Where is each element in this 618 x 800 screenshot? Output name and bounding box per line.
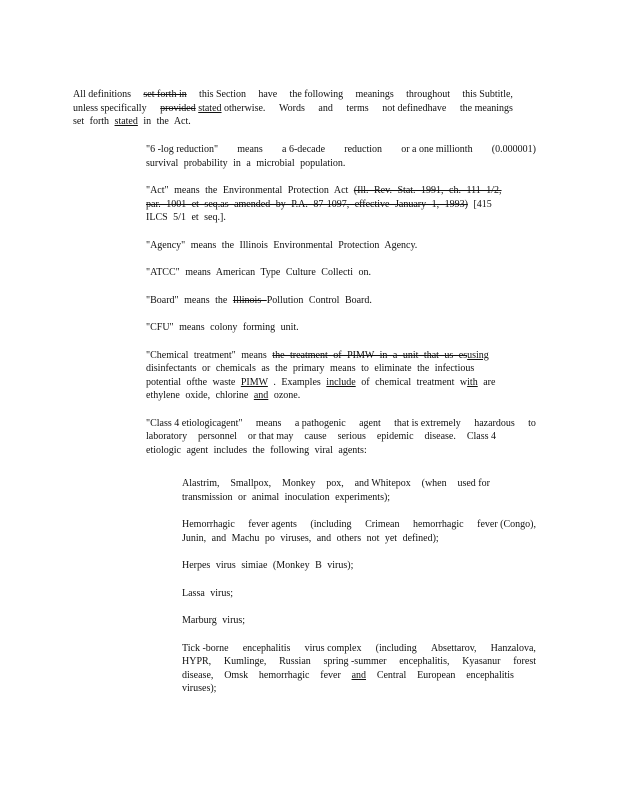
list-item xyxy=(182,642,536,696)
agent-text: encephalitis, xyxy=(399,656,450,667)
def-text: Pollution Control Board. xyxy=(266,294,372,306)
deleted-text: (Ill. Rev. Stat. 1991, ch. 111 1/2, xyxy=(353,185,502,196)
def-text: [415 xyxy=(473,198,492,210)
agent-text: Lassa virus; xyxy=(182,587,234,599)
agent-text: HYPR, xyxy=(182,656,212,667)
intro-line-3 xyxy=(73,115,513,129)
intro-text: unless specifically xyxy=(73,102,147,114)
inserted-text: using xyxy=(467,349,489,361)
intro-text: have xyxy=(258,89,278,100)
def-text: to xyxy=(528,417,536,429)
deleted-text: provided xyxy=(160,102,196,114)
def-text: personnel xyxy=(198,431,237,442)
agent-text: Alastrim, xyxy=(182,478,220,489)
definition-chemical-treatment xyxy=(146,349,536,403)
intro-text: otherwise. xyxy=(224,102,266,114)
def-text: means xyxy=(237,144,263,155)
agent-text: Omsk xyxy=(224,669,249,681)
intro-text: throughout xyxy=(406,89,451,100)
def-text: potential ofthe waste xyxy=(146,376,241,388)
inserted-text: ith xyxy=(467,376,478,388)
deleted-text: par. 1001 et seq.as amended by P.A. 87-1097, effective January 1, 1993) xyxy=(146,198,468,210)
def-text: ILCS 5/1 et seq.]. xyxy=(146,212,226,223)
list-item xyxy=(182,587,536,601)
agent-text: Herpes virus simiae (Monkey B virus); xyxy=(182,560,354,571)
definition-cfu xyxy=(146,321,536,335)
agent-text: Central xyxy=(376,669,407,681)
definitions-list xyxy=(146,143,536,471)
agent-text: Marburg virus; xyxy=(182,615,246,626)
def-text: etiologic agent includes the following viral agents: xyxy=(146,444,367,456)
def-text: reduction xyxy=(344,144,382,155)
inserted-text: and xyxy=(253,390,269,401)
def-text: ethylene oxide, chlorine xyxy=(146,390,254,401)
agent-text: fever agents xyxy=(248,519,297,530)
intro-text: All definitions xyxy=(73,89,132,100)
def-text: "Act" means the Environmental Protection Act xyxy=(146,185,349,196)
intro-text: terms xyxy=(346,102,369,114)
agent-text: encephalitis xyxy=(242,642,291,654)
agent-text: (when xyxy=(421,478,447,489)
list-item xyxy=(182,518,536,545)
inserted-text: stated xyxy=(114,116,138,127)
intro-paragraph xyxy=(73,88,513,129)
agent-text: Smallpox, xyxy=(230,478,272,489)
agent-text: Crimean xyxy=(365,519,400,530)
inserted-text: PIMW xyxy=(240,376,268,388)
agent-text: fever (Congo), xyxy=(477,519,536,530)
def-text: "Agency" means the Illinois Environmental Protection Agency. xyxy=(146,239,418,251)
agent-text: (including xyxy=(375,642,417,654)
def-text: means xyxy=(255,417,282,429)
definition-agency xyxy=(146,239,536,253)
def-text: laboratory xyxy=(146,431,188,442)
list-item xyxy=(182,477,536,504)
def-text: serious xyxy=(337,431,366,442)
def-text: cause xyxy=(304,431,327,442)
deleted-text: set forth in xyxy=(143,89,187,100)
agent-text: fever xyxy=(320,669,341,681)
def-text: . Examples xyxy=(267,376,327,388)
def-text: of chemical treatment w xyxy=(355,376,468,388)
agent-text: Hemorrhagic xyxy=(182,519,235,530)
intro-text: and xyxy=(318,102,333,114)
list-item xyxy=(182,614,536,628)
def-text: disease. xyxy=(424,431,456,442)
deleted-text: Illinois xyxy=(232,294,267,306)
def-text: agent xyxy=(359,417,381,429)
intro-text: not definedhave xyxy=(382,102,447,114)
def-text: "Board" means the xyxy=(146,294,233,306)
agent-text: Monkey xyxy=(282,478,316,489)
agent-text: Kyasanur xyxy=(462,656,501,667)
definition-board xyxy=(146,294,536,308)
agent-text: hemorrhagic xyxy=(413,519,464,530)
agent-text: transmission or animal inoculation experiments); xyxy=(182,491,391,503)
agent-text: virus complex xyxy=(304,642,362,654)
intro-text: Act. xyxy=(173,116,191,127)
agent-text: Tick -borne xyxy=(182,642,229,654)
agent-text: forest xyxy=(513,656,536,667)
viral-agents-list xyxy=(182,477,536,710)
def-text: ozone. xyxy=(268,390,301,401)
agent-text: Russian xyxy=(279,656,311,667)
def-text: Class 4 xyxy=(466,431,496,442)
agent-text: pox, xyxy=(326,478,344,489)
intro-text: Words xyxy=(278,102,305,114)
def-text: "Class 4 etiologicagent" xyxy=(146,417,243,429)
inserted-text: include xyxy=(326,376,356,388)
intro-line-1 xyxy=(73,88,513,102)
intro-text: the meanings xyxy=(459,102,513,114)
agent-text: Hanzalova, xyxy=(490,642,536,654)
def-text: that is extremely xyxy=(394,417,461,429)
def-text: disinfectants or chemicals as the primary means to eliminate the infectious xyxy=(146,363,475,374)
intro-text: this Subtitle, xyxy=(462,89,513,100)
def-text: "6 -log reduction" xyxy=(146,144,219,155)
agent-text: disease, xyxy=(182,669,214,681)
def-text: epidemic xyxy=(376,431,414,442)
agent-text: European xyxy=(417,669,456,681)
agent-text: and Whitepox xyxy=(354,478,411,489)
deleted-text: the treatment of PIMW in a unit that us es xyxy=(272,349,468,361)
def-text: a 6-decade xyxy=(282,144,326,155)
def-text: hazardous xyxy=(474,417,515,429)
agent-text: (including xyxy=(310,519,352,530)
def-text: or a one millionth xyxy=(401,144,473,155)
intro-line-2 xyxy=(73,102,513,116)
agent-text: encephalitis xyxy=(466,669,514,681)
list-item xyxy=(182,559,536,573)
definition-act xyxy=(146,184,536,225)
inserted-text: stated xyxy=(198,102,222,114)
def-text: survival probability in a microbial population. xyxy=(146,157,346,169)
intro-text: the following xyxy=(289,89,344,100)
agent-text: viruses); xyxy=(182,683,217,694)
def-text: "ATCC" means American Type Culture Collecti on. xyxy=(146,267,371,278)
def-text: "CFU" means colony forming unit. xyxy=(146,322,299,333)
agent-text: used for xyxy=(457,478,490,489)
agent-text: Junin, and Machu po viruses, and others not yet defined); xyxy=(182,532,439,544)
intro-text: set forth xyxy=(73,116,110,127)
inserted-text: and xyxy=(351,669,367,681)
definition-class4-agent xyxy=(146,417,536,458)
agent-text: Kumlinge, xyxy=(223,656,267,667)
definition-log-reduction xyxy=(146,143,536,170)
agent-text: hemorrhagic xyxy=(258,669,310,681)
def-text: "Chemical treatment" means xyxy=(146,349,273,361)
intro-text: in the xyxy=(143,116,169,127)
def-text: (0.000001) xyxy=(491,144,536,155)
intro-text: this Section xyxy=(199,89,246,100)
definition-atcc xyxy=(146,266,536,280)
def-text: are xyxy=(477,376,496,388)
agent-text: Absettarov, xyxy=(430,642,477,654)
def-text: or that may xyxy=(247,431,294,442)
def-text: a pathogenic xyxy=(294,417,346,429)
intro-text: meanings xyxy=(355,89,394,100)
agent-text: spring -summer xyxy=(323,656,387,667)
